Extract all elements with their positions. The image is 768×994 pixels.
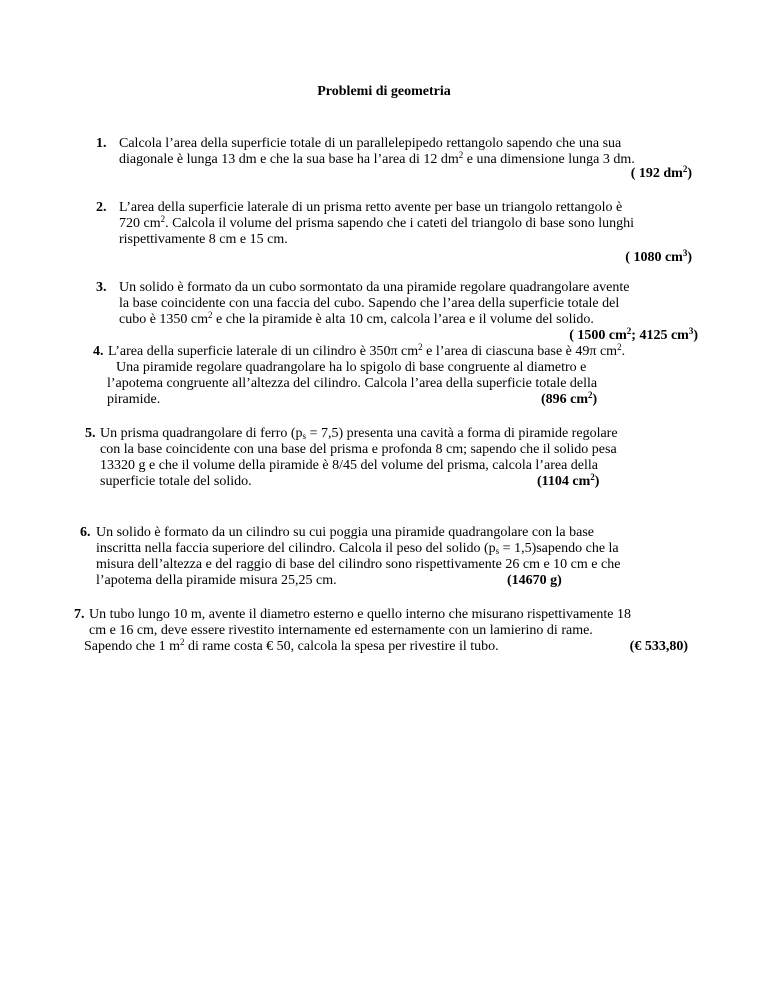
problem-1-number: 1. bbox=[96, 136, 107, 151]
problem-3-line-1: Un solido è formato da un cubo sormontato da una piramide regolare quadrangolare avente bbox=[119, 280, 630, 295]
problem-7-line-2: cm e 16 cm, deve essere rivestito internamente ed esternamente con un lamierino di rame. bbox=[89, 623, 593, 638]
problem-5-line-4: superficie totale del solido. bbox=[100, 474, 252, 489]
problem-6-line-1: Un solido è formato da un cilindro su cui poggia una piramide quadrangolare con la base bbox=[96, 525, 595, 540]
problem-6-line-4: l’apotema della piramide misura 25,25 cm. bbox=[96, 573, 337, 588]
problem-4-number: 4. bbox=[93, 344, 104, 359]
problem-4-answer: (896 $cm^2$) bbox=[541, 390, 598, 407]
problem-3-line-2: la base coincidente con una faccia del cubo. Sapendo che l’area della superficie totale del bbox=[119, 296, 620, 311]
problem-2-line-1: L’area della superficie laterale di un prisma retto avente per base un triangolo rettangolo è bbox=[119, 200, 623, 215]
problem-6-line-2: inscritta nella faccia superiore del cilindro. Calcola il peso del solido ($p_s$ = 1,5)sapendo che la bbox=[96, 541, 619, 556]
problem-7-line-1: Un tubo lungo 10 m, avente il diametro esterno e quello interno che misurano rispettivamente 18 bbox=[89, 607, 631, 622]
problem-5-line-1: Un prisma quadrangolare di ferro $(p_s = 7,5)$ presenta una cavità a forma di piramide regolare bbox=[100, 426, 618, 441]
problem-5-number: 5. bbox=[85, 426, 96, 441]
problem-2-line-2: 720 $cm^2$. Calcola il volume del prisma sapendo che i cateti del triangolo di base sono lunghi bbox=[119, 214, 634, 231]
problem-2-line-3: rispettivamente 8 cm e 15 cm. bbox=[119, 232, 288, 247]
problem-6-number: 6. bbox=[80, 525, 91, 540]
problem-2-number: 2. bbox=[96, 200, 107, 215]
problem-7-line-3: Sapendo che 1 $m^2$ di rame costa € 50, calcola la spesa per rivestire il tubo. bbox=[84, 637, 499, 654]
problem-5-line-2: con la base coincidente con una base del prisma e profonda 8 cm; sapendo che il solido pesa bbox=[100, 442, 617, 457]
problem-4-line-2: Una piramide regolare quadrangolare ha lo spigolo di base congruente al diametro e bbox=[116, 360, 587, 375]
problem-7-answer: (€ 533,80) bbox=[629, 639, 688, 654]
problem-6-line-3: misura dell’altezza e del raggio di base del cilindro sono rispettivamente 26 cm e 10 cm e che bbox=[96, 557, 621, 572]
problem-3-number: 3. bbox=[96, 280, 107, 295]
problem-4-line-1: L’area della superficie laterale di un cilindro è 350π $cm^2$ e l’area di ciascuna base è 49π $cm^2$. bbox=[108, 342, 626, 359]
problem-5-answer: (1104 $cm^2$) bbox=[537, 472, 600, 489]
problem-1-line-1: Calcola l’area della superficie totale di un parallelepipedo rettangolo sapendo che una sua bbox=[119, 136, 622, 151]
problem-4-line-3: l’apotema congruente all’altezza del cilindro. Calcola l’area della superficie totale della bbox=[107, 376, 598, 391]
problem-1-line-2: diagonale è lunga 13 dm e che la sua base ha l’area di 12 $dm^2$ e una dimensione lunga 3 dm. bbox=[119, 150, 635, 167]
problem-5-line-3: 13320 g e che il volume della piramide è 8/45 del volume del prisma, calcola l’area della bbox=[100, 458, 598, 473]
problem-3-line-3: cubo è 1350 $cm^2$ e che la piramide è alta 10 cm, calcola l’area e il volume del solido. bbox=[119, 310, 594, 327]
problem-3-answer: ( 1500 $cm^2$; 4125 $cm^3$) bbox=[569, 326, 698, 343]
problem-6-answer: (14670 g) bbox=[507, 573, 562, 588]
problem-4-line-4: piramide. bbox=[107, 392, 161, 407]
problem-2-answer: ( 1080 $cm^3$) bbox=[625, 248, 692, 265]
problem-1-answer: ( 192 $dm^2$) bbox=[630, 164, 692, 181]
problem-7-number: 7. bbox=[74, 607, 85, 622]
page-title: Problemi di geometria bbox=[317, 84, 451, 99]
